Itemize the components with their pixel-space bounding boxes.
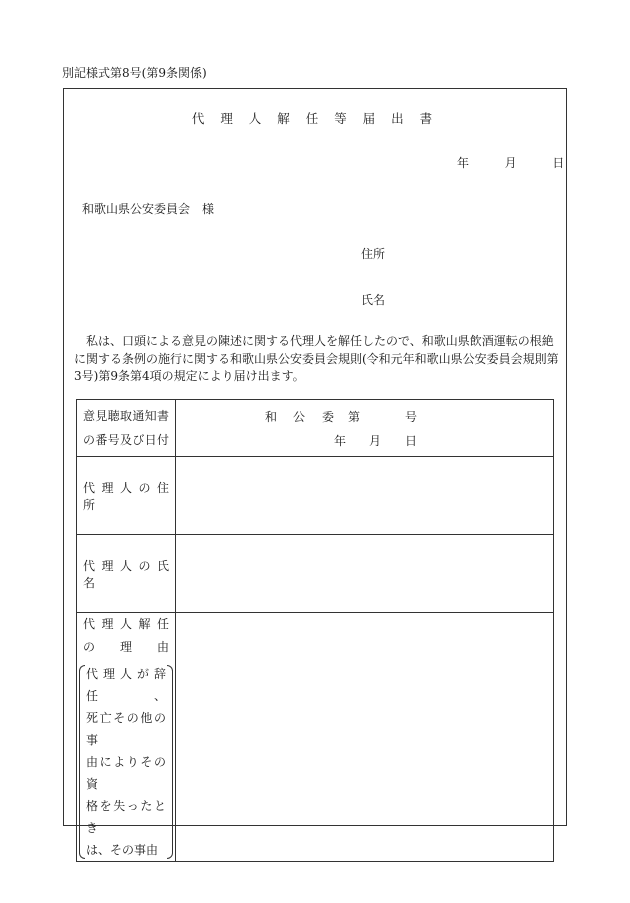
table-row-agent-name	[77, 535, 554, 613]
notice-value-cell[interactable]	[176, 400, 554, 457]
notice-i: 委	[322, 410, 335, 424]
recipient: 和歌山県公安委員会 様	[82, 202, 215, 216]
reason-note-line: 由によりその資	[86, 755, 166, 791]
agent-address-label: 代 理 人 の 住 所	[83, 480, 169, 512]
agent-name-label: 代 理 人 の 氏 名	[83, 558, 169, 590]
notice-date-month: 月	[369, 434, 382, 448]
applicant-address-label: 住所	[361, 247, 386, 261]
notice-wa: 和	[265, 410, 278, 424]
reason-note	[79, 663, 173, 861]
form-frame	[63, 88, 567, 857]
notice-dai: 第	[348, 410, 361, 424]
reason-note-line: 代理人が辞任、	[86, 667, 166, 703]
applicant-name-label: 氏名	[361, 293, 386, 307]
declaration-text: 私は、口頭による意見の陳述に関する代理人を解任したので、和歌山県飲酒運転の根絶に関する条例の施行に関する和歌山県公安委員会規則(令和元年和歌山県公安委員会規則第3号)第9条第4項の規定により届け出ます。	[74, 334, 559, 383]
agent-address-label-cell	[77, 457, 176, 535]
table-row-reason	[77, 613, 554, 862]
date-month-label: 月	[504, 156, 517, 170]
agent-name-label-cell	[77, 535, 176, 613]
table-row-notice	[77, 400, 554, 457]
notice-date	[176, 428, 553, 452]
date-year-label: 年	[457, 156, 470, 170]
reason-note-line: は、その事由	[86, 843, 159, 857]
notice-date-year: 年	[334, 434, 347, 448]
table-row-agent-address	[77, 457, 554, 535]
notice-ko: 公	[293, 410, 306, 424]
agent-address-field[interactable]	[176, 457, 554, 535]
notice-number	[176, 404, 553, 428]
reason-label-line2: の 理 由	[83, 640, 169, 654]
agent-name-field[interactable]	[176, 535, 554, 613]
notice-date-day: 日	[405, 434, 418, 448]
notice-go: 号	[405, 410, 418, 424]
reason-label-cell	[77, 613, 176, 862]
form-number-label: 別記様式第8号(第9条関係)	[62, 66, 207, 80]
date-day-label: 日	[552, 156, 565, 170]
details-table	[76, 399, 554, 862]
document-title: 代 理 人 解 任 等 届 出 書	[191, 111, 439, 126]
reason-field[interactable]	[176, 613, 554, 862]
submission-date	[457, 154, 564, 171]
notice-label-line1: 意見聴取通知書	[83, 409, 169, 423]
notice-label-line2: の番号及び日付	[83, 433, 169, 447]
notice-label-cell	[77, 400, 176, 457]
reason-note-line: 格を失ったとき	[86, 799, 166, 835]
reason-note-line: 死亡その他の事	[86, 711, 166, 747]
reason-label-line1: 代 理 人 解 任	[83, 617, 169, 631]
